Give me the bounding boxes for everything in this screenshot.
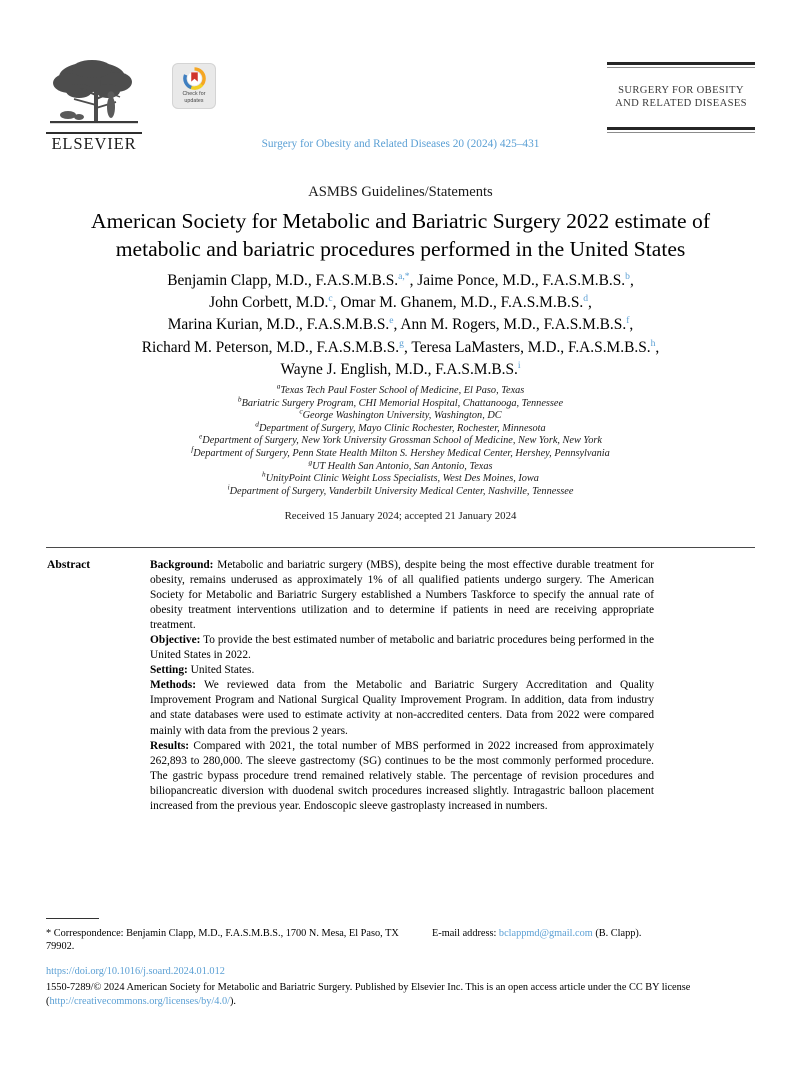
email-label: E-mail address: [432,928,497,939]
author-affiliation-marker[interactable]: c [328,293,333,305]
footnote-separator-rule [46,918,99,919]
copyright-notice [46,981,756,1008]
journal-citation-line[interactable]: Surgery for Obesity and Related Diseases 20 (2024) 425–431 [261,138,540,150]
affiliation-item [80,394,721,411]
affiliation-text: Texas Tech Paul Foster School of Medicine, El Paso, Texas [280,385,525,396]
author-affiliation-marker[interactable]: e [389,315,394,327]
crossmark-badge[interactable] [173,64,215,108]
author-affiliation-marker[interactable]: h [650,337,656,349]
elsevier-tree-icon [46,55,142,131]
abstract-section-text: To provide the best estimated number of metabolic and bariatric procedures being performed in the United States in 2022. [150,634,654,662]
crossmark-label-line2: updates [184,98,204,104]
affiliation-marker: c [299,406,303,416]
author-list [58,270,743,381]
journal-masthead-line2: AND RELATED DISEASES [615,97,747,109]
affiliation-text: Department of Surgery, Mayo Clinic Rochester, Rochester, Minnesota [258,422,546,434]
abstract-section-text: Metabolic and bariatric surgery (MBS), despite being the most effective durable treatment for obesity, remains underused as approximately 1% of all qualified patients undergo surgery. The American Society for Metabolic and Bariatric Surgery established a Numbers Taskforce to specify the annual rate of obesity treatment interventions utilization and to determine if patients in need are receiving appropriate treatment. [150,559,654,632]
author-separator: , [588,294,592,312]
affiliation-marker: f [191,444,194,454]
abstract-label: Abstract [47,558,91,571]
affiliation-item [80,406,721,423]
journal-masthead-title [607,85,755,110]
affiliation-item [80,419,721,436]
page-masthead [0,0,801,175]
abstract-body [150,558,654,814]
abstract-section [150,633,654,663]
affiliation-item [80,381,721,398]
masthead-rule-bottom-thin [607,132,755,134]
affiliation-text: UnityPoint Clinic Weight Loss Specialists, West Des Moines, Iowa [265,473,539,485]
abstract-section [150,663,654,678]
author-name: Teresa LaMasters, M.D., F.A.S.M.B.S. [411,338,651,356]
journal-masthead [607,62,755,133]
author-name: Benjamin Clapp, M.D., F.A.S.M.B.S. [167,272,399,289]
author-name: Wayne J. English, M.D., F.A.S.M.B.S. [280,360,518,378]
author-separator: , [629,272,634,289]
crossmark-label-line1: Check for [182,91,206,97]
author-affiliation-marker[interactable]: d [583,293,589,305]
masthead-rule-top-thick [607,62,755,65]
author-affiliation-marker[interactable]: i [517,359,521,371]
doi-link[interactable]: https://doi.org/10.1016/j.soard.2024.01.012 [46,966,225,977]
affiliation-list [80,381,721,498]
correspondence-text: Correspondence: Benjamin Clapp, M.D., F.A.S.M.B.S., 1700 N. Mesa, El Paso, TX 79902. [46,928,399,953]
copyright-text-post: ). [229,995,236,1007]
affiliation-marker: i [227,482,230,492]
affiliation-item [80,431,721,448]
affiliation-text: Bariatric Surgery Program, CHI Memorial Hospital, Chattanooga, Tennessee [241,397,564,409]
affiliation-text: George Washington University, Washington, DC [302,410,502,422]
author-name: John Corbett, M.D. [209,294,329,312]
author-name: Omar M. Ghanem, M.D., F.A.S.M.B.S. [340,294,584,312]
author-name: Ann M. Rogers, M.D., F.A.S.M.B.S. [400,316,627,334]
affiliation-item [80,469,721,486]
abstract-top-rule [46,547,755,548]
email-attribution: (B. Clapp). [595,928,642,939]
journal-masthead-line1: SURGERY FOR OBESITY [618,85,744,96]
author-affiliation-marker[interactable]: f [626,315,630,327]
author-name: Richard M. Peterson, M.D., F.A.S.M.B.S. [141,338,400,356]
abstract-section-text: Compared with 2021, the total number of MBS performed in 2022 increased from approximately 262,893 to 280,000. The sleeve gastrectomy (SG) continues to be the most commonly performed procedure. The gastric bypass procedure trend remained relatively stable. The percentage of revision procedures and biliopancreatic diversion with duodenal switch procedures increased slightly. Intragastric balloon placement increased from the previous year. Endoscopic sleeve gastroplasty increased in numbers. [150,739,654,812]
author-separator: , [332,294,341,312]
affiliation-marker: h [262,469,266,479]
abstract-section-heading: Background: [150,559,214,571]
affiliation-text: UT Health San Antonio, San Antonio, Texas [312,460,493,472]
affiliation-marker: g [308,457,313,467]
affiliation-text: Department of Surgery, Penn State Health Milton S. Hershey Medical Center, Hershey, Pennsylvania [193,447,610,459]
affiliation-item [80,457,721,474]
author-name: Marina Kurian, M.D., F.A.S.M.B.S. [167,316,390,334]
author-separator: , [403,338,412,356]
affiliation-text: Department of Surgery, Vanderbilt University Medical Center, Nashville, Tennessee [229,485,574,497]
page-title: American Society for Metabolic and Bariatric Surgery 2022 estimate of metabolic and bariatric procedures performed in the United States [90,209,711,261]
author-affiliation-marker[interactable]: a,* [398,270,410,282]
abstract-section-text: United States. [187,664,255,677]
masthead-rule-top-thin [607,67,755,69]
email-link[interactable]: bclappmd@gmail.com [498,928,593,939]
affiliation-marker: a [276,381,281,391]
author-separator: , [409,272,418,289]
crossmark-badge-icon [183,67,206,90]
affiliation-item [80,444,721,461]
abstract-section [150,558,654,633]
received-dates: Received 15 January 2024; accepted 21 January 2024 [284,510,517,522]
affiliation-marker: e [199,431,203,441]
abstract-section-heading: Objective: [150,634,201,647]
copyright-text-pre: 1550-7289/© 2024 American Society for Metabolic and Bariatric Surgery. Published by Elsevier Inc. This is an open access article under the CC BY license ( [46,982,691,1007]
abstract-section [150,678,654,738]
correspondence-marker: * [46,928,52,939]
abstract-section-heading: Results: [150,739,190,752]
affiliation-marker: b [237,394,242,404]
author-affiliation-marker[interactable]: b [625,270,630,282]
elsevier-wordmark: ELSEVIER [51,134,137,153]
masthead-rule-bottom-thick [607,127,755,130]
author-separator: , [629,316,634,334]
article-section-label: ASMBS Guidelines/Statements [308,184,493,200]
email-note [432,927,762,940]
abstract-section [150,739,654,814]
affiliation-text: Department of Surgery, New York University Grossman School of Medicine, New York, New York [202,435,602,447]
affiliation-item [80,482,721,499]
correspondence-note [46,927,426,954]
abstract-section-heading: Methods: [150,679,197,692]
author-affiliation-marker[interactable]: g [399,337,404,349]
affiliation-marker: d [255,419,259,429]
abstract-section-heading: Setting: [150,664,188,677]
author-name: Jaime Ponce, M.D., F.A.S.M.B.S. [417,272,626,289]
author-separator: , [655,338,660,356]
author-separator: , [393,316,401,334]
abstract-section-text: We reviewed data from the Metabolic and Bariatric Surgery Accreditation and Quality Improvement Program and National Surgical Quality Improvement Program. In addition, data from industry and state databases were used to estimate activity at non-accredited centers. Data from 2022 were compared mainly with data from the previous 2 years. [150,679,654,737]
license-link[interactable]: http://creativecommons.org/licenses/by/4.0/ [49,995,230,1007]
